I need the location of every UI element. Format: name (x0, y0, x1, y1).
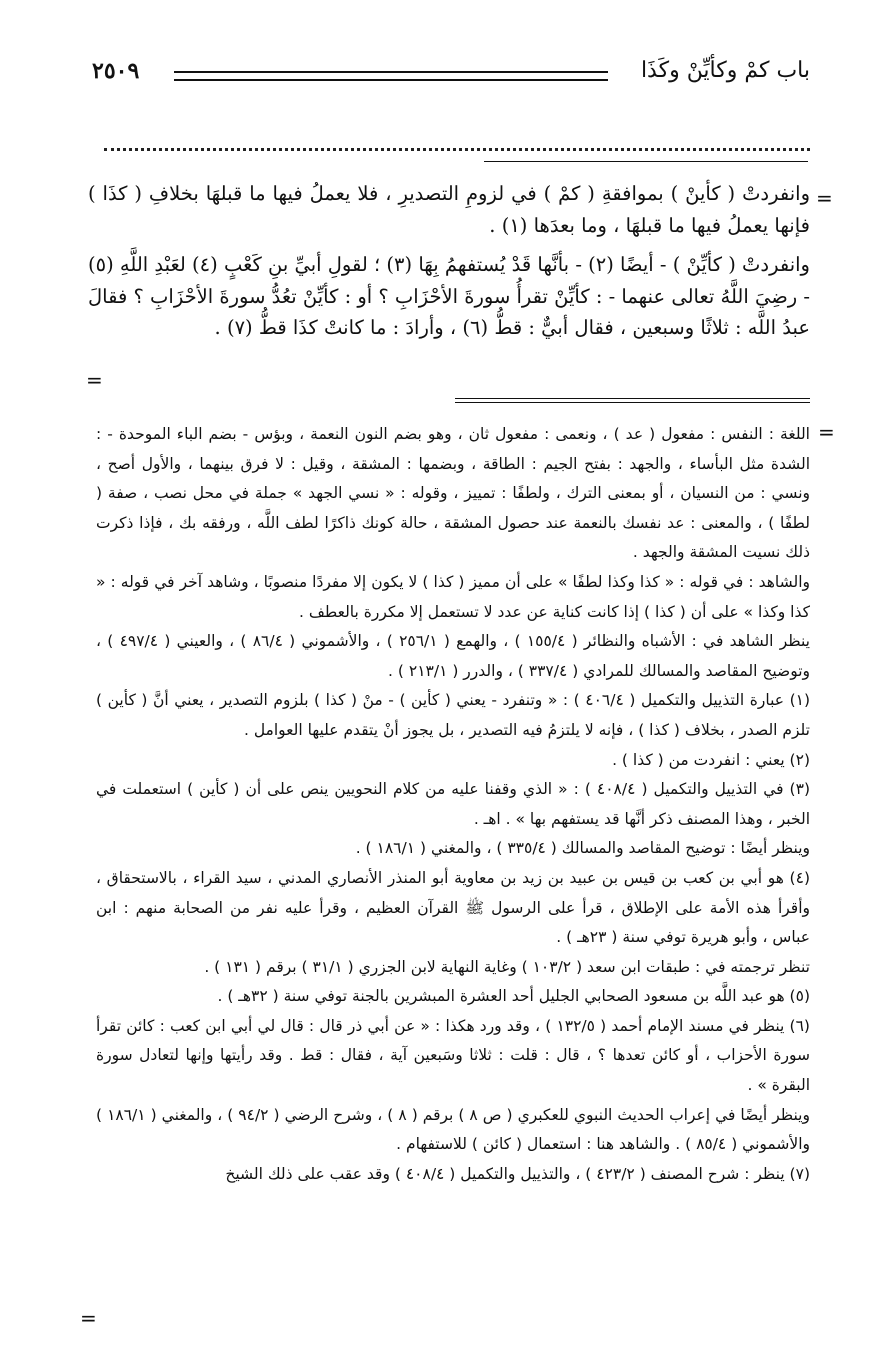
footnote-5: (٥) هو عبد اللَّه بن مسعود الصحابي الجليل أحد العشرة المبشرين بالجنة توفي سنة ( ٣٢هـ ) . (217, 987, 810, 1006)
footnote-4: (٤) هو أبي بن كعب بن قيس بن عبيد بن زيد بن معاوية أبو المنذر الأنصاري المدني ، سيد القراء ، بالاستحقاق ، وأقرأ هذه الأمة على الإطلاق ، قرأ على الرسول ﷺ القرآن العظيم ، وقرأ عليه نفر من الصحابة منهم : ابن عباس ، وأبو هريرة توفي سنة ( ٢٣هـ ) . (96, 868, 810, 947)
dotted-separator (104, 148, 810, 151)
main-paragraph-2: وانفردتْ ( كأيِّنْ ) - أيضًا (٢) - بأنَّها قَدْ يُستفهمُ بِهَا (٣) ؛ لقولِ أبيِّ بنِ كَعْبٍ (٤) لعَبْدِ اللَّهِ (٥) - رضِيَ اللَّهُ تعالى عنهما - : كأيِّنْ تقرأُ سورةَ الأحْزَابِ ؟ أو : كأيِّنْ تعُدُّ سورةَ الأحْزَابِ ؟ فقالَ عبدُ اللَّه : ثلاثًا وسبعين ، فقال أبيٌّ : قطُّ (٦) ، وأرادَ : ما كانتْ كذَا قطُّ (٧) . (88, 253, 810, 339)
footnote-6: (٦) ينظر في مسند الإمام أحمد ( ١٣٢/٥ ) ، وقد ورد هكذا : « عن أبي ذر قال : قال لي أبي ابن كعب : كائن تقرأ سورة الأحزاب ، أو كائن تعدها ؟ ، قال : قلت : ثلاثا وسَبعين آية ، فقال : قط . وقد رأيتها وإنها لتعادل سورة البقرة » . (96, 1016, 810, 1095)
main-text (88, 178, 810, 344)
footnote-3: (٣) في التذييل والتكميل ( ٤٠٨/٤ ) : « الذي وقفنا عليه من كلام النحويين ينص على أن ( كأين ) استعملت في الخبر ، وهذا المصنف ذكر أنَّها قد يستفهم بها » . اهـ . (96, 780, 810, 828)
footnote-4-refs: تنظر ترجمته في : طبقات ابن سعد ( ١٠٣/٢ ) وغاية النهاية لابن الجزري ( ٣١/١ ) برقم ( ١٣١ ) . (204, 957, 810, 976)
continuation-marker-notes: = (818, 420, 835, 444)
footnote-separator-2 (455, 402, 810, 403)
main-paragraph-1: وانفردتْ ( كأينْ ) بموافقةِ ( كمْ ) في لزومِ التصديرِ ، فلا يعملُ فيها ما قبلهَا بخلافِ ( كذَا ) فإنها يعملُ فيها ما قبلهَا ، وما بعدَها (١) . (88, 182, 810, 237)
chapter-title: باب كمْ وكأيِّنْ وكَذَا (640, 58, 810, 83)
continuation-rule (484, 161, 808, 162)
footnote-separator (455, 398, 810, 399)
note-references: ينظر الشاهد في : الأشباه والنظائر ( ١٥٥/٤ ) ، والهمع ( ٢٥٦/١ ) ، والأشموني ( ٨٦/٤ ) ، والعيني ( ٤٩٧/٤ ) ، وتوضيح المقاصد والمسالك للمرادي ( ٣٣٧/٤ ) ، والدرر ( ٢١٣/١ ) . (96, 632, 810, 680)
note-shahid: والشاهد : في قوله : « كذا وكذا لطفًا » على أن مميز ( كذا ) لا يكون إلا مفردًا منصوبًا ، وشاهد آخر في قوله : « كذا وكذا » على أن ( كذا ) إذا كانت كناية عن عدد لا تستعمل إلا مكررة بالعطف . (96, 572, 810, 621)
continuation-marker-bottom: = (80, 1306, 97, 1330)
footnote-6-refs: وينظر أيضًا في إعراب الحديث النبوي للعكبري ( ص ٨ ) برقم ( ٨ ) ، وشرح الرضي ( ٩٤/٢ ) ، والمغني ( ١٨٦/١ ) والأشموني ( ٨٥/٤ ) . والشاهد هنا : استعمال ( كائن ) للاستفهام . (96, 1105, 810, 1154)
continuation-marker-main-end: = (86, 368, 103, 392)
page-number: ٢٥٠٩ (92, 58, 140, 84)
running-header (92, 56, 810, 96)
footnote-7: (٧) ينظر : شرح المصنف ( ٤٢٣/٢ ) ، والتذييل والتكميل ( ٤٠٨/٤ ) وقد عقب على ذلك الشيخ (225, 1164, 810, 1183)
footnote-3-refs: وينظر أيضًا : توضيح المقاصد والمسالك ( ٣٣٥/٤ ) ، والمغني ( ١٨٦/١ ) . (355, 839, 810, 858)
footnotes (96, 420, 810, 1189)
continuation-marker-top: = (816, 186, 833, 210)
header-double-rule (174, 71, 608, 81)
footnote-2: (٢) يعني : انفردت من ( كذا ) . (612, 750, 810, 769)
note-lugha: اللغة : النفس : مفعول ( عد ) ، ونعمى : مفعول ثان ، وهو بضم النون النعمة ، وبؤس - بضم الباء الموحدة - : الشدة مثل البأساء ، والجهد : بفتح الجيم : الطاقة ، وبضمها : المشقة ، وقيل : لا فرق بينهما ، والأول أصح ، ونسي : من النسيان ، أو بمعنى الترك ، ولطفًا : تمييز ، وقوله : « نسي الجهد » جملة في محل نصب ، صفة ( لطفًا ) ، والمعنى : عد نفسك بالنعمة عند حصول المشقة ، حالة كونك ذاكرًا لطف اللَّه ، ورفقه بك ، فإذا ذكرت ذلك نسيت المشقة والجهد . (96, 425, 810, 562)
footnote-1: (١) عبارة التذييل والتكميل ( ٤٠٦/٤ ) : « وتنفرد - يعني ( كأين ) - منْ ( كذا ) بلزوم التصدير ، يعني أنَّ ( كأين ) تلزم الصدر ، بخلاف ( كذا ) ، فإنه لا يلتزمُ فيه التصدير ، بل يجوز أنْ يتقدم عليها العوامل . (96, 691, 811, 739)
